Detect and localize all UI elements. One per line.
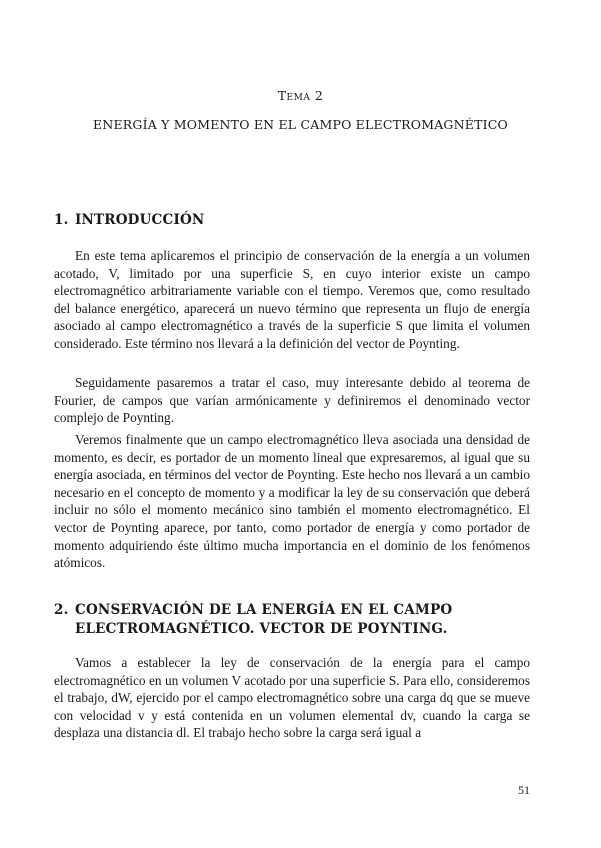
chapter-label: Tema 2 [277, 88, 324, 103]
section-2-number: 2. [54, 602, 69, 618]
section-2-heading [54, 601, 534, 639]
section-2-title-line-2: ELECTROMAGNÉTICO. VECTOR DE POYNTING. [75, 621, 448, 637]
section-2-paragraph-1: Vamos a establecer la ley de conservación de la energía para el campo electromagnético en un volumen V acotado por una superficie S. Para ello, consideremos el trabajo, dW, ejercido por el campo electromagnético sobre una carga dq que se mueve con velocidad v y está contenida en un volumen elemental dv, cuando la carga se desplaza una distancia dl. El trabajo hecho sobre la carga será igual a [54, 655, 530, 741]
section-1-number: 1. [54, 212, 69, 228]
page-number: 51 [518, 783, 530, 797]
section-1-paragraph-2: Seguidamente pasaremos a tratar el caso, muy interesante debido al teorema de Fourier, de campos que varían armónicamente y definiremos el denominado vector complejo de Poynting. [54, 375, 530, 426]
section-2-title-line-1: CONSERVACIÓN DE LA ENERGÍA EN EL CAMPO [75, 602, 453, 618]
section-1-paragraph-1: En este tema aplicaremos el principio de conservación de la energía a un volumen acotado, V, limitado por una superficie S, en cuyo interior existe un campo electromagnético arbitrariamente variable con el tiempo. Veremos que, como resultado del balance energético, aparecerá un nuevo término que representa un flujo de energía asociado al campo electromagnético a través de la superficie S que limita el volumen considerado. Este término nos llevará a la definición del vector de Poynting. [54, 248, 530, 351]
section-1-heading [54, 211, 534, 230]
section-1-paragraph-3: Veremos finalmente que un campo electromagnético lleva asociada una densidad de momento, es decir, es portador de un momento lineal que expresaremos, al igual que su energía asociada, en términos del vector de Poynting. Este hecho nos llevará a un cambio necesario en el concepto de momento y a modificar la ley de su conservación que deberá incluir no sólo el momento mecánico sino también el momento electromagnético. El vector de Poynting aparece, por tanto, como portador de energía y como portador de momento adquiriendo éste último mucha importancia en el dominio de los fenómenos atómicos. [54, 432, 530, 571]
chapter-title: ENERGÍA Y MOMENTO EN EL CAMPO ELECTROMAGNÉTICO [93, 117, 508, 132]
section-1-title: INTRODUCCIÓN [75, 212, 205, 228]
